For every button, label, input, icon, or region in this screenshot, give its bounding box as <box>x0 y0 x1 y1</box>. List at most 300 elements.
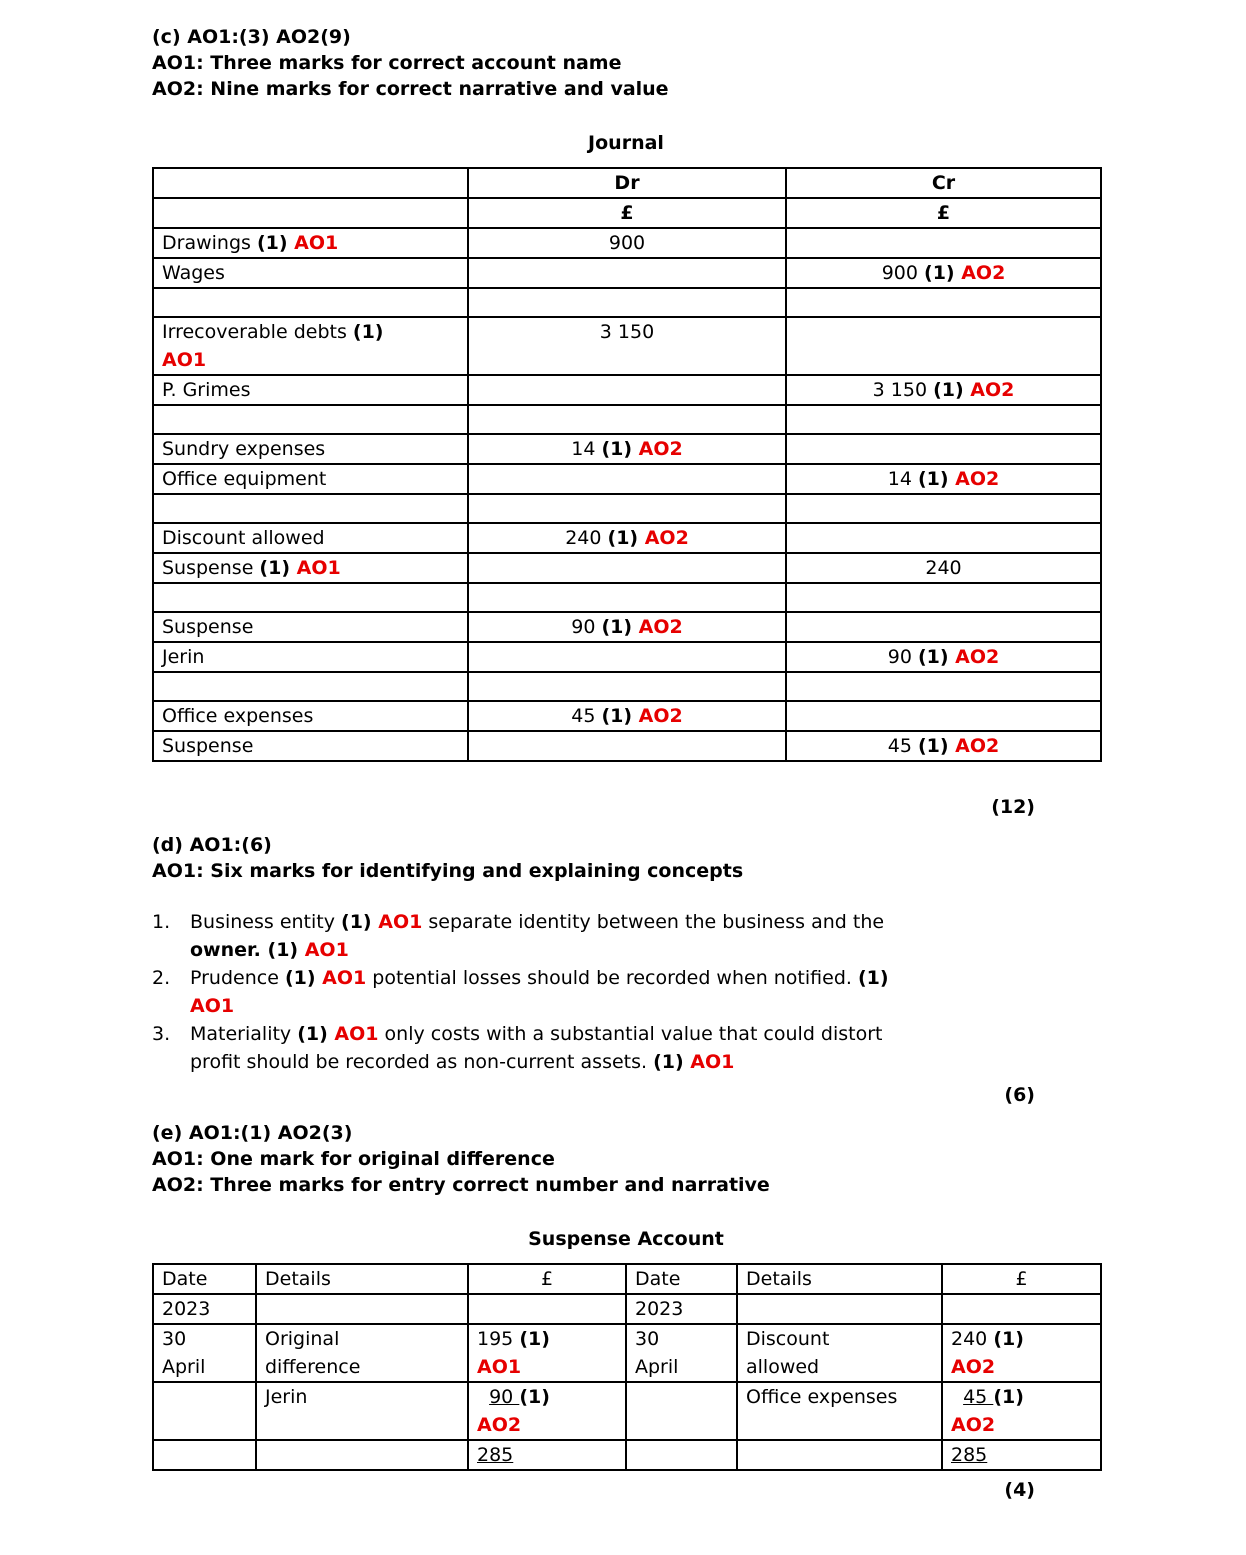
text-segment: (1) <box>917 735 956 757</box>
section-e-heading: (e) AO1:(1) AO2(3) <box>152 1122 353 1144</box>
cell-line <box>162 376 459 404</box>
table-cell <box>468 494 786 523</box>
text-segment: 3 150 <box>599 321 655 343</box>
table-cell <box>153 1324 256 1382</box>
text-line <box>190 1020 883 1048</box>
cell-line <box>162 259 459 287</box>
table-cell <box>468 1294 626 1324</box>
assessment-objective-mark: AO2 <box>970 379 1015 401</box>
table-row <box>153 198 1101 228</box>
text-segment: 30 <box>162 1328 187 1350</box>
table-row <box>153 405 1101 434</box>
assessment-objective-mark: AO1 <box>322 967 367 989</box>
cell-line <box>795 259 1092 287</box>
cell-line <box>162 613 459 641</box>
table-row <box>153 553 1101 583</box>
table-row <box>153 1294 1101 1324</box>
table-row <box>153 523 1101 553</box>
text-segment: Discount allowed <box>162 527 325 549</box>
text-segment: (1) <box>297 1023 335 1045</box>
table-row <box>153 1382 1101 1440</box>
cell-line <box>635 1325 728 1353</box>
cell-line <box>265 1325 459 1353</box>
assessment-objective-mark: AO2 <box>638 616 683 638</box>
cell-line <box>795 554 1092 582</box>
table-row <box>153 288 1101 317</box>
marks-section-e: (4) <box>1004 1479 1035 1501</box>
cell-line <box>795 643 1092 671</box>
table-cell <box>153 1440 256 1470</box>
cell-line <box>951 1411 1092 1439</box>
text-segment: 3 150 <box>872 379 934 401</box>
table-cell <box>468 258 786 288</box>
table-cell <box>626 1440 737 1470</box>
text-segment: 30 <box>635 1328 660 1350</box>
cell-line <box>162 1295 247 1323</box>
table-cell <box>153 405 468 434</box>
cell-line <box>162 524 459 552</box>
cell-line <box>265 1383 459 1411</box>
text-segment: (1) <box>601 438 639 460</box>
table-cell <box>786 672 1101 701</box>
table-cell <box>153 701 468 731</box>
cell-line <box>795 465 1092 493</box>
cell-line <box>477 199 777 227</box>
text-segment: Office expenses <box>746 1386 898 1408</box>
cell-line <box>635 1295 728 1323</box>
marks-section-c: (12) <box>991 796 1035 818</box>
text-segment: Details <box>746 1268 812 1290</box>
table-cell <box>153 228 468 258</box>
text-segment: (1) <box>352 321 384 343</box>
text-segment: Discount <box>746 1328 830 1350</box>
text-segment: potential losses should be recorded when notified. <box>366 967 858 989</box>
list-item-number: 3. <box>152 1023 171 1045</box>
assessment-objective-mark: AO2 <box>951 1414 996 1436</box>
table-row <box>153 672 1101 701</box>
table-cell <box>468 1382 626 1440</box>
text-segment: (1) <box>917 646 956 668</box>
text-segment: P. Grimes <box>162 379 251 401</box>
table-cell <box>468 672 786 701</box>
assessment-objective-mark: AO2 <box>951 1356 996 1378</box>
section-e-ao1-note: AO1: One mark for original difference <box>152 1148 555 1170</box>
assessment-objective-mark: AO2 <box>955 735 1000 757</box>
text-segment: Date <box>162 1268 208 1290</box>
suspense-account-table <box>152 1263 1102 1471</box>
assessment-objective-mark: AO1 <box>690 1051 735 1073</box>
journal-title: Journal <box>588 132 664 154</box>
table-cell <box>468 612 786 642</box>
text-segment: profit should be recorded as non-current assets. <box>190 1051 654 1073</box>
cell-line <box>951 1383 1092 1411</box>
text-segment: 14 <box>571 438 602 460</box>
table-cell <box>256 1294 468 1324</box>
table-cell <box>468 317 786 375</box>
text-segment: (1) <box>917 468 956 490</box>
text-segment: (1) <box>256 232 295 254</box>
table-cell <box>786 464 1101 494</box>
text-segment: 285 <box>951 1444 988 1466</box>
table-row <box>153 1324 1101 1382</box>
cell-line <box>162 643 459 671</box>
assessment-objective-mark: AO2 <box>961 262 1006 284</box>
text-segment: (1) <box>259 557 297 579</box>
table-cell <box>468 405 786 434</box>
text-segment: Business entity <box>190 911 342 933</box>
table-cell <box>786 375 1101 405</box>
cell-line <box>477 702 777 730</box>
cell-line <box>795 169 1092 197</box>
section-c <box>152 24 1100 102</box>
suspense-account-title: Suspense Account <box>528 1228 724 1250</box>
cell-line <box>477 1441 617 1469</box>
assessment-objective-mark: AO2 <box>955 468 1000 490</box>
section-c-heading: (c) AO1:(3) AO2(9) <box>152 26 351 48</box>
text-segment: Date <box>635 1268 681 1290</box>
cell-line <box>635 1265 728 1293</box>
text-segment: (1) <box>341 911 379 933</box>
text-segment: 90 <box>887 646 918 668</box>
text-line <box>190 964 889 992</box>
text-segment: £ <box>936 202 951 224</box>
text-segment: Wages <box>162 262 225 284</box>
table-cell <box>468 168 786 198</box>
text-segment: 240 <box>951 1328 994 1350</box>
table-row <box>153 434 1101 464</box>
table-cell <box>153 583 468 612</box>
text-segment: (1) <box>924 262 962 284</box>
text-segment: Suspense <box>162 557 260 579</box>
cell-line <box>265 1265 459 1293</box>
text-segment: 45 <box>963 1386 994 1408</box>
text-segment: Materiality <box>190 1023 298 1045</box>
text-segment: (1) <box>933 379 971 401</box>
table-cell <box>626 1294 737 1324</box>
cell-line <box>635 1353 728 1381</box>
cell-line <box>951 1353 1092 1381</box>
cell-line <box>477 1411 617 1439</box>
table-cell <box>256 1382 468 1440</box>
table-cell <box>468 523 786 553</box>
assessment-objective-mark: AO1 <box>334 1023 379 1045</box>
text-segment: difference <box>265 1356 361 1378</box>
assessment-objective-mark: AO1 <box>294 232 339 254</box>
cell-line <box>162 346 459 374</box>
text-segment: Office equipment <box>162 468 327 490</box>
cell-line <box>162 1325 247 1353</box>
text-segment: Office expenses <box>162 705 314 727</box>
text-segment: (1) <box>284 967 323 989</box>
cell-line <box>746 1383 933 1411</box>
table-cell <box>737 1382 942 1440</box>
text-segment <box>951 1386 963 1408</box>
table-cell <box>153 464 468 494</box>
table-row <box>153 494 1101 523</box>
table-cell <box>153 1264 256 1294</box>
table-cell <box>737 1294 942 1324</box>
text-segment: £ <box>1015 1268 1028 1290</box>
table-cell <box>942 1382 1101 1440</box>
assessment-objective-mark: AO2 <box>644 527 689 549</box>
text-segment: 90 <box>489 1386 520 1408</box>
text-segment: 2023 <box>635 1298 684 1320</box>
table-cell <box>786 258 1101 288</box>
concept-list-item <box>152 908 1100 964</box>
text-segment: 45 <box>887 735 918 757</box>
assessment-objective-mark: AO1 <box>296 557 341 579</box>
table-cell <box>153 288 468 317</box>
table-cell <box>153 642 468 672</box>
table-row <box>153 612 1101 642</box>
table-cell <box>153 553 468 583</box>
table-cell <box>468 198 786 228</box>
table-cell <box>468 375 786 405</box>
cell-line <box>477 613 777 641</box>
table-cell <box>153 375 468 405</box>
text-segment: (1) <box>601 616 639 638</box>
table-cell <box>786 494 1101 523</box>
assessment-objective-mark: AO1 <box>304 939 349 961</box>
text-segment: Dr <box>614 172 640 194</box>
table-cell <box>786 642 1101 672</box>
cell-line <box>162 732 459 760</box>
text-segment: (1) <box>607 527 645 549</box>
table-cell <box>737 1324 942 1382</box>
table-cell <box>786 523 1101 553</box>
cell-line <box>746 1325 933 1353</box>
table-row <box>153 731 1101 761</box>
table-cell <box>468 434 786 464</box>
table-cell <box>786 434 1101 464</box>
section-d <box>152 832 1100 884</box>
concepts-list <box>152 908 1100 1076</box>
text-segment: 45 <box>571 705 602 727</box>
table-row <box>153 464 1101 494</box>
text-segment: 285 <box>477 1444 514 1466</box>
text-segment: Irrecoverable debts <box>162 321 353 343</box>
table-row <box>153 317 1101 375</box>
table-cell <box>786 553 1101 583</box>
table-cell <box>468 288 786 317</box>
text-segment <box>477 1386 489 1408</box>
cell-line <box>795 199 1092 227</box>
table-cell <box>153 494 468 523</box>
cell-line <box>162 465 459 493</box>
cell-line <box>162 1265 247 1293</box>
table-cell <box>256 1440 468 1470</box>
assessment-objective-mark: AO1 <box>378 911 423 933</box>
table-cell <box>786 168 1101 198</box>
table-cell <box>468 731 786 761</box>
cell-line <box>162 435 459 463</box>
table-cell <box>153 523 468 553</box>
text-segment: Original <box>265 1328 340 1350</box>
table-cell <box>153 612 468 642</box>
table-cell <box>468 701 786 731</box>
list-item-text <box>190 1020 883 1076</box>
cell-line <box>951 1325 1092 1353</box>
assessment-objective-mark: AO1 <box>477 1356 522 1378</box>
text-segment: Suspense <box>162 616 254 638</box>
table-cell <box>468 464 786 494</box>
text-segment: £ <box>620 202 634 224</box>
text-segment: (1) <box>519 1386 550 1408</box>
text-segment: April <box>162 1356 206 1378</box>
text-segment: Cr <box>931 172 956 194</box>
cell-line <box>477 435 777 463</box>
table-cell <box>786 228 1101 258</box>
text-segment: 240 <box>565 527 608 549</box>
assessment-objective-mark: AO2 <box>955 646 1000 668</box>
table-cell <box>626 1324 737 1382</box>
table-cell <box>468 1440 626 1470</box>
cell-line <box>951 1265 1092 1293</box>
section-d-heading: (d) AO1:(6) <box>152 834 272 856</box>
section-e-ao2-note: AO2: Three marks for entry correct number and narrative <box>152 1174 770 1196</box>
assessment-objective-mark: AO2 <box>638 438 683 460</box>
cell-line <box>162 318 459 346</box>
text-line <box>190 1048 883 1076</box>
text-segment: Prudence <box>190 967 285 989</box>
table-cell <box>153 317 468 375</box>
table-cell <box>737 1440 942 1470</box>
cell-line <box>795 376 1092 404</box>
text-segment: Jerin <box>265 1386 308 1408</box>
text-segment: April <box>635 1356 679 1378</box>
cell-line <box>746 1265 933 1293</box>
table-cell <box>153 168 468 198</box>
table-cell <box>468 642 786 672</box>
table-row <box>153 701 1101 731</box>
cell-line <box>795 732 1092 760</box>
section-c-ao1-note: AO1: Three marks for correct account name <box>152 52 622 74</box>
text-segment: separate identity between the business and the <box>422 911 885 933</box>
marks-section-d: (6) <box>1004 1084 1035 1106</box>
table-cell <box>468 1324 626 1382</box>
table-cell <box>786 701 1101 731</box>
text-line <box>190 936 884 964</box>
cell-line <box>477 318 777 346</box>
cell-line <box>162 229 459 257</box>
text-segment: (1) <box>519 1328 550 1350</box>
table-cell <box>786 612 1101 642</box>
text-segment: 90 <box>571 616 602 638</box>
text-line <box>190 908 884 936</box>
text-segment: 2023 <box>162 1298 211 1320</box>
cell-line <box>477 169 777 197</box>
cell-line <box>477 1325 617 1353</box>
table-cell <box>786 317 1101 375</box>
table-row <box>153 642 1101 672</box>
table-cell <box>153 1382 256 1440</box>
table-cell <box>786 288 1101 317</box>
text-segment: £ <box>540 1268 554 1290</box>
text-segment: 240 <box>925 557 962 579</box>
table-row <box>153 228 1101 258</box>
cell-line <box>477 1353 617 1381</box>
assessment-objective-mark: AO1 <box>190 995 235 1017</box>
table-cell <box>786 405 1101 434</box>
table-cell <box>942 1264 1101 1294</box>
text-segment: Details <box>265 1268 331 1290</box>
section-e <box>152 1120 1100 1198</box>
table-row <box>153 168 1101 198</box>
list-item-number: 1. <box>152 911 171 933</box>
text-segment: 195 <box>477 1328 520 1350</box>
cell-line <box>162 702 459 730</box>
table-cell <box>942 1294 1101 1324</box>
table-cell <box>786 731 1101 761</box>
section-d-ao1-note: AO1: Six marks for identifying and explaining concepts <box>152 860 744 882</box>
cell-line <box>746 1353 933 1381</box>
text-segment: 14 <box>887 468 918 490</box>
table-cell <box>737 1264 942 1294</box>
list-item-text <box>190 964 889 1020</box>
concept-list-item <box>152 964 1100 1020</box>
text-segment: owner. (1) <box>190 939 305 961</box>
table-cell <box>153 258 468 288</box>
text-segment: 900 <box>881 262 925 284</box>
text-segment: only costs with a substantial value that could distort <box>378 1023 883 1045</box>
table-cell <box>153 198 468 228</box>
table-cell <box>256 1264 468 1294</box>
cell-line <box>951 1441 1092 1469</box>
section-c-ao2-note: AO2: Nine marks for correct narrative and value <box>152 78 669 100</box>
table-cell <box>942 1324 1101 1382</box>
list-item-number: 2. <box>152 967 171 989</box>
cell-line <box>162 554 459 582</box>
text-segment: allowed <box>746 1356 820 1378</box>
text-segment: (1) <box>601 705 639 727</box>
assessment-objective-mark: AO1 <box>162 349 207 371</box>
table-cell <box>153 731 468 761</box>
table-cell <box>153 1294 256 1324</box>
table-cell <box>468 583 786 612</box>
cell-line <box>477 1383 617 1411</box>
text-segment: (1) <box>993 1328 1024 1350</box>
table-cell <box>468 553 786 583</box>
text-segment: (1) <box>857 967 889 989</box>
journal-table <box>152 167 1102 762</box>
text-segment: (1) <box>653 1051 691 1073</box>
cell-line <box>265 1353 459 1381</box>
table-cell <box>468 1264 626 1294</box>
table-cell <box>626 1382 737 1440</box>
text-segment: Suspense <box>162 735 254 757</box>
text-segment: Sundry expenses <box>162 438 326 460</box>
list-item-text <box>190 908 884 964</box>
assessment-objective-mark: AO2 <box>638 705 683 727</box>
table-cell <box>786 583 1101 612</box>
table-cell <box>942 1440 1101 1470</box>
text-segment: 900 <box>608 232 646 254</box>
table-cell <box>626 1264 737 1294</box>
cell-line <box>477 1265 617 1293</box>
text-segment: Drawings <box>162 232 257 254</box>
concept-list-item <box>152 1020 1100 1076</box>
cell-line <box>477 229 777 257</box>
text-segment: Jerin <box>162 646 205 668</box>
table-row <box>153 375 1101 405</box>
cell-line <box>477 524 777 552</box>
cell-line <box>162 1353 247 1381</box>
table-cell <box>153 434 468 464</box>
table-row <box>153 583 1101 612</box>
assessment-objective-mark: AO2 <box>477 1414 522 1436</box>
table-cell <box>468 228 786 258</box>
table-row <box>153 1264 1101 1294</box>
